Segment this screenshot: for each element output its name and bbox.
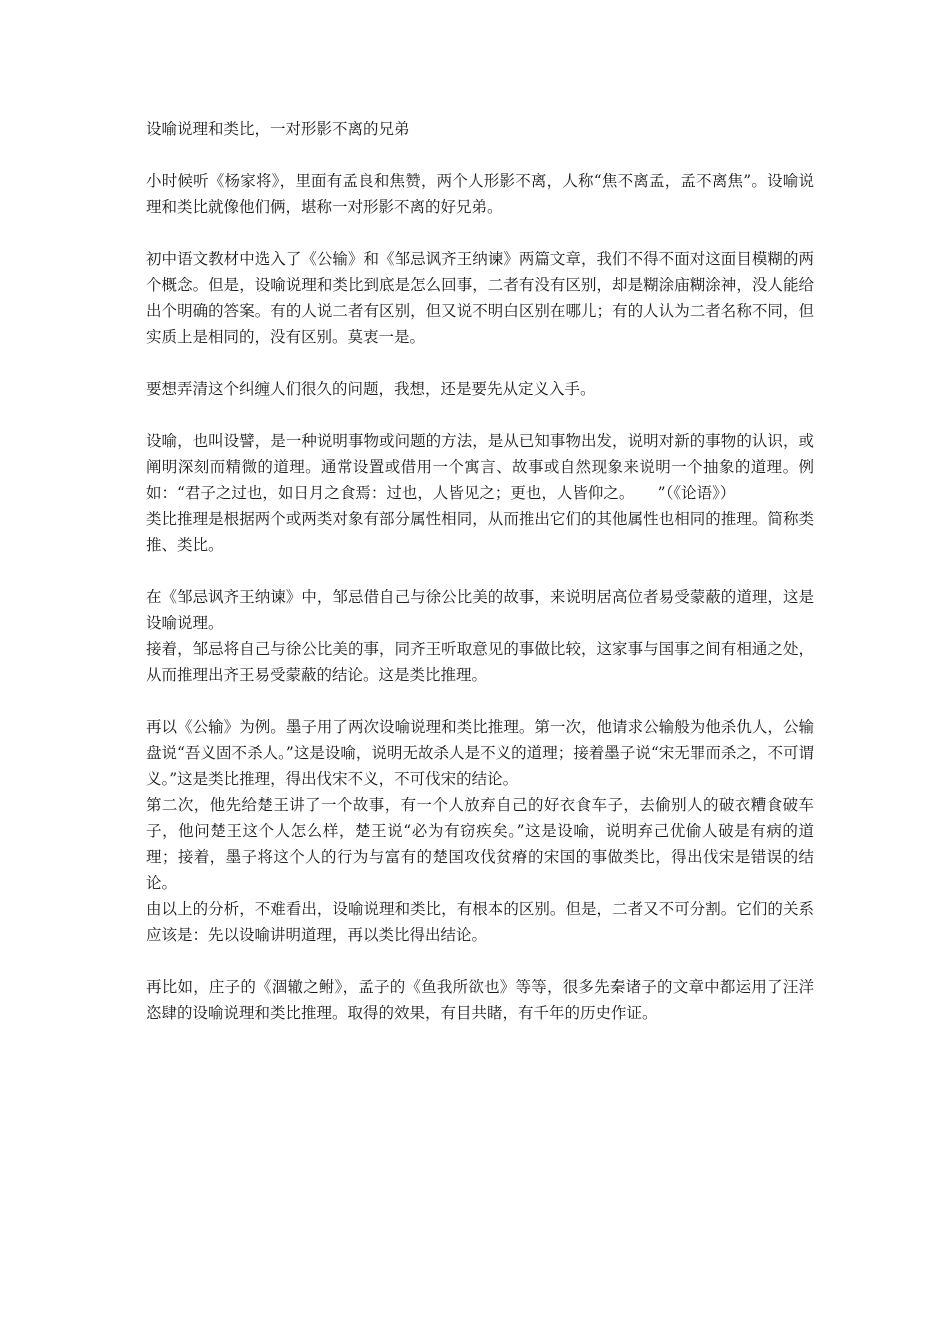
paragraph-intro: 小时候听《杨家将》，里面有孟良和焦赞，两个人形影不离，人称“焦不离孟，孟不离焦”。设喻说理和类比就像他们俩，堪称一对形影不离的好兄弟。 xyxy=(146,172,814,216)
paragraph-inference-definition: 类比推理是根据两个或两类对象有部分属性相同，从而推出它们的其他属性也相同的推理。简称类推、类比。 xyxy=(146,510,814,554)
paragraph-gongshu-first: 再以《公输》为例。墨子用了两次设喻说理和类比推理。第一次，他请求公输般为他杀仇人，公输盘说“吾义固不杀人。”这是设喻，说明无故杀人是不义的道理；接着墨子说“宋无罪而杀之，不可谓义。”这是类比推理，得出伐宋不义，不可伐宋的结论。 xyxy=(146,718,814,788)
paragraph-textbook: 初中语文教材中选入了《公输》和《邹忌讽齐王纳谏》两篇文章，我们不得不面对这面目模糊的两个概念。但是，设喻说理和类比到底是怎么回事，二者有没有区别，却是糊涂庙糊涂神，没人能给出个明确的答案。有的人说二者有区别，但又说不明白区别在哪儿；有的人认为二者名称不同，但实质上是相同的，没有区别。莫衷一是。 xyxy=(146,250,814,346)
paragraph-definition-intro: 要想弄清这个纠缠人们很久的问题，我想，还是要先从定义入手。 xyxy=(146,380,596,398)
paragraph-analogy-definition: 设喻，也叫设譬，是一种说明事物或问题的方法，是从已知事物出发，说明对新的事物的认识，或阐明深刻而精微的道理。通常设置或借用一个寓言、故事或自然现象来说明一个抽象的道理。例如：“君子之过也，如日月之食焉：过也，人皆见之；更也，人皆仰之。 ”（《论语》） xyxy=(146,432,814,502)
paragraph-conclusion: 由以上的分析，不难看出，设喻说理和类比，有根本的区别。但是，二者又不可分割。它们的关系应该是：先以设喻讲明道理，再以类比得出结论。 xyxy=(146,900,814,944)
paragraph-gongshu-second: 第二次，他先给楚王讲了一个故事，有一个人放弃自己的好衣食车子，去偷别人的破衣糟食破车子，他问楚王这个人怎么样，楚王说“必为有窃疾矣。”这是设喻，说明弃己优偷人破是有病的道理；接着，墨子将这个人的行为与富有的楚国攻伐贫瘠的宋国的事做类比，得出伐宋是错误的结论。 xyxy=(146,796,814,892)
document-body xyxy=(146,116,814,1052)
paragraph-zouji-inference: 接着，邹忌将自己与徐公比美的事，同齐王听取意见的事做比较，这家事与国事之间有相通之处，从而推理出齐王易受蒙蔽的结论。这是类比推理。 xyxy=(146,640,814,684)
paragraph-final: 再比如，庄子的《涸辙之鲋》，孟子的《鱼我所欲也》等等，很多先秦诸子的文章中都运用了汪洋恣肆的设喻说理和类比推理。取得的效果，有目共睹，有千年的历史作证。 xyxy=(146,978,814,1022)
document-title: 设喻说理和类比，一对形影不离的兄弟 xyxy=(146,120,410,138)
paragraph-zouji-analogy: 在《邹忌讽齐王纳谏》中，邹忌借自己与徐公比美的故事，来说明居高位者易受蒙蔽的道理，这是设喻说理。 xyxy=(146,588,814,632)
